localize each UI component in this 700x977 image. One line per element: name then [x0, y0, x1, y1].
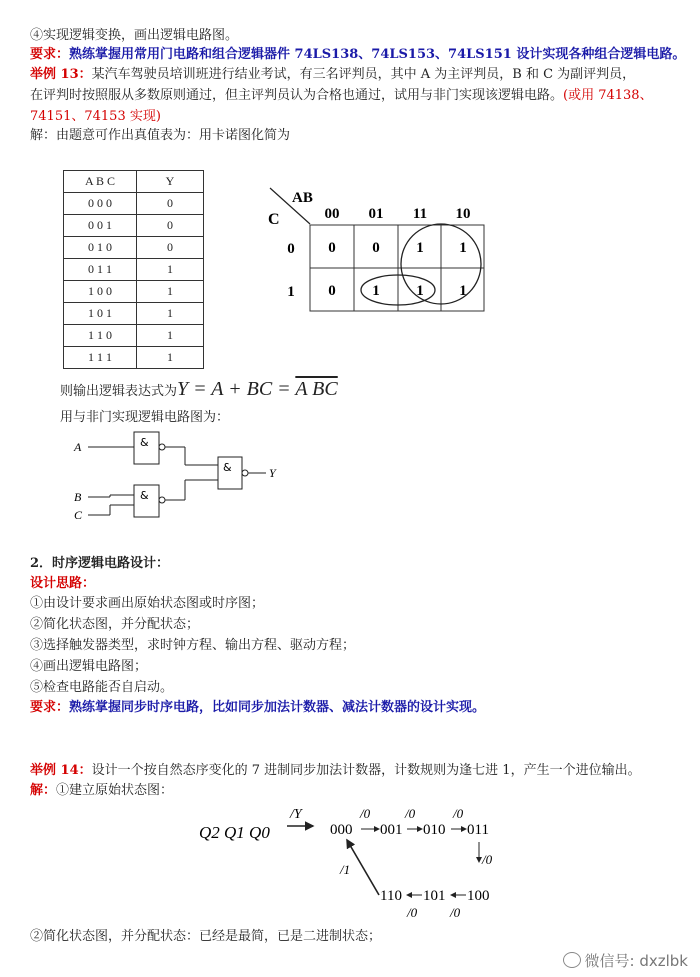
watermark [563, 950, 688, 971]
step4-line: ④实现逻辑变换，画出逻辑电路图。 [30, 28, 239, 43]
table-row [64, 281, 204, 303]
cell-inputs: 1 0 0 [64, 281, 137, 303]
cell-inputs: 1 1 1 [64, 347, 137, 369]
kmap-cell: 0 [372, 240, 380, 256]
solution-14-line [30, 783, 173, 799]
nand-gate-symbol: & [223, 461, 232, 474]
state-node: 001 [380, 822, 403, 838]
input-a-label: A [74, 440, 82, 454]
requirement-2 [30, 700, 485, 716]
section-2-title: 2．时序逻辑电路设计： [30, 556, 170, 571]
kmap-grid [310, 225, 484, 311]
cell-inputs: 0 0 0 [64, 193, 137, 215]
solution-14-text: ①建立原始状态图： [56, 783, 174, 798]
transition-output: /0 [405, 806, 416, 821]
watermark-text: 微信号: dxzlbk [584, 952, 688, 970]
table-row [64, 259, 204, 281]
kmap-cell: 0 [328, 240, 336, 256]
header-abc: A B C [64, 171, 137, 193]
state-node: 010 [423, 822, 446, 838]
expression-formula: Y = A + BC = [177, 378, 296, 400]
circuit-intro: 用与非门实现逻辑电路图为： [60, 410, 230, 425]
kmap-row-label: 0 [287, 241, 295, 257]
cell-inputs: 1 0 1 [64, 303, 137, 325]
solution-14-label: 解： [30, 783, 57, 798]
kmap-cell: 1 [416, 240, 424, 256]
requirement-text: 熟练掌握同步时序电路，比如同步加法计数器、减法计数器的设计实现。 [69, 700, 486, 715]
state-node: 000 [330, 822, 353, 838]
nand-gate-symbol: & [140, 436, 149, 449]
requirement-label: 要求： [30, 47, 70, 62]
table-row [64, 303, 204, 325]
kmap-cell: 0 [328, 283, 336, 299]
cell-output: 1 [137, 325, 204, 347]
cell-inputs: 0 1 0 [64, 237, 137, 259]
table-row [64, 215, 204, 237]
cell-inputs: 1 1 0 [64, 325, 137, 347]
kmap-col-label: 00 [324, 206, 340, 222]
transition-output: /0 [360, 806, 371, 821]
cell-output: 1 [137, 281, 204, 303]
expression-prefix: 则输出逻辑表达式为 [60, 384, 178, 399]
cell-output: 0 [137, 237, 204, 259]
kmap-col-label: 01 [368, 206, 384, 222]
cell-output: 0 [137, 215, 204, 237]
table-row [64, 347, 204, 369]
cell-inputs: 0 1 1 [64, 259, 137, 281]
requirement-1 [30, 47, 685, 63]
design-step: ③选择触发器类型，求时钟方程、输出方程、驱动方程； [30, 638, 356, 653]
design-idea-label: 设计思路： [30, 576, 96, 591]
state-node: 101 [423, 888, 446, 904]
state-variables: Q2 Q1 Q0 [199, 823, 270, 842]
solution-13-intro: 解：由题意可作出真值表为：用卡诺图化简为 [30, 128, 291, 143]
state-diagram [195, 800, 515, 925]
output-legend: /Y [290, 807, 302, 822]
state-node: 100 [467, 888, 490, 904]
kmap-row-var: C [268, 211, 280, 228]
table-row [64, 193, 204, 215]
wechat-icon [563, 952, 581, 968]
requirement-text: 熟练掌握用常用门电路和组合逻辑器件 74LS138、74LS153、74LS151 设计实现各种组合逻辑电路。 [69, 47, 686, 62]
cell-inputs: 0 0 1 [64, 215, 137, 237]
cell-output: 1 [137, 259, 204, 281]
kmap-cell: 1 [416, 283, 424, 299]
kmap-cell: 1 [459, 283, 467, 299]
expression-nand-form: A BC [295, 378, 338, 400]
example-14-line [30, 763, 641, 779]
expression-line [60, 378, 338, 401]
example-14-label: 举例 14： [30, 763, 92, 778]
example-13-text1: 某汽车驾驶员培训班进行结业考试，有三名评判员，其中 A 为主评判员，B 和 C 为副评判员， [91, 67, 636, 82]
table-row [64, 325, 204, 347]
logic-circuit [70, 425, 300, 525]
cell-output: 1 [137, 303, 204, 325]
table-row [64, 237, 204, 259]
state-node: 011 [467, 822, 489, 838]
input-c-label: C [74, 508, 83, 522]
transition-output: /0 [482, 852, 493, 867]
kmap-cell: 1 [459, 240, 467, 256]
output-y-label: Y [269, 466, 276, 480]
header-y: Y [137, 171, 204, 193]
input-b-label: B [74, 490, 82, 504]
simplify-step: ②简化状态图，并分配状态：已经是最简，已是二进制状态； [30, 929, 382, 944]
transition-output: /1 [340, 862, 351, 877]
kmap-cell: 1 [372, 283, 380, 299]
example-13-paragraph [30, 64, 670, 127]
truth-table [63, 170, 204, 369]
transition-output: /0 [453, 806, 464, 821]
state-node: 110 [380, 888, 402, 904]
example-13-text2: 在评判时按照服从多数原则通过，但主评判员认为合格也通过，试用与非门实现该逻辑电路。 [30, 88, 564, 103]
transition-output: /0 [407, 905, 418, 920]
nand-gate-symbol: & [140, 489, 149, 502]
example-13-alt: (或用 74138、74151、74153 实现) [30, 88, 653, 124]
kmap-row-label: 1 [287, 284, 295, 300]
design-step: ②简化状态图，并分配状态； [30, 617, 200, 632]
karnaugh-map [258, 180, 498, 330]
cell-output: 0 [137, 193, 204, 215]
transition-output: /0 [450, 905, 461, 920]
truth-table-header [64, 171, 204, 193]
cell-output: 1 [137, 347, 204, 369]
requirement-label: 要求： [30, 700, 70, 715]
design-step: ①由设计要求画出原始状态图或时序图； [30, 596, 265, 611]
kmap-col-label: 10 [455, 206, 471, 222]
design-step: ④画出逻辑电路图； [30, 659, 148, 674]
example-13-label: 举例 13： [30, 67, 92, 82]
design-step: ⑤检查电路能否自启动。 [30, 680, 174, 695]
kmap-col-var: AB [292, 190, 313, 206]
example-14-text: 设计一个按自然态序变化的 7 进制同步加法计数器，计数规则为逢七进 1，产生一个进位输出。 [91, 763, 641, 778]
kmap-col-label: 11 [412, 206, 428, 222]
